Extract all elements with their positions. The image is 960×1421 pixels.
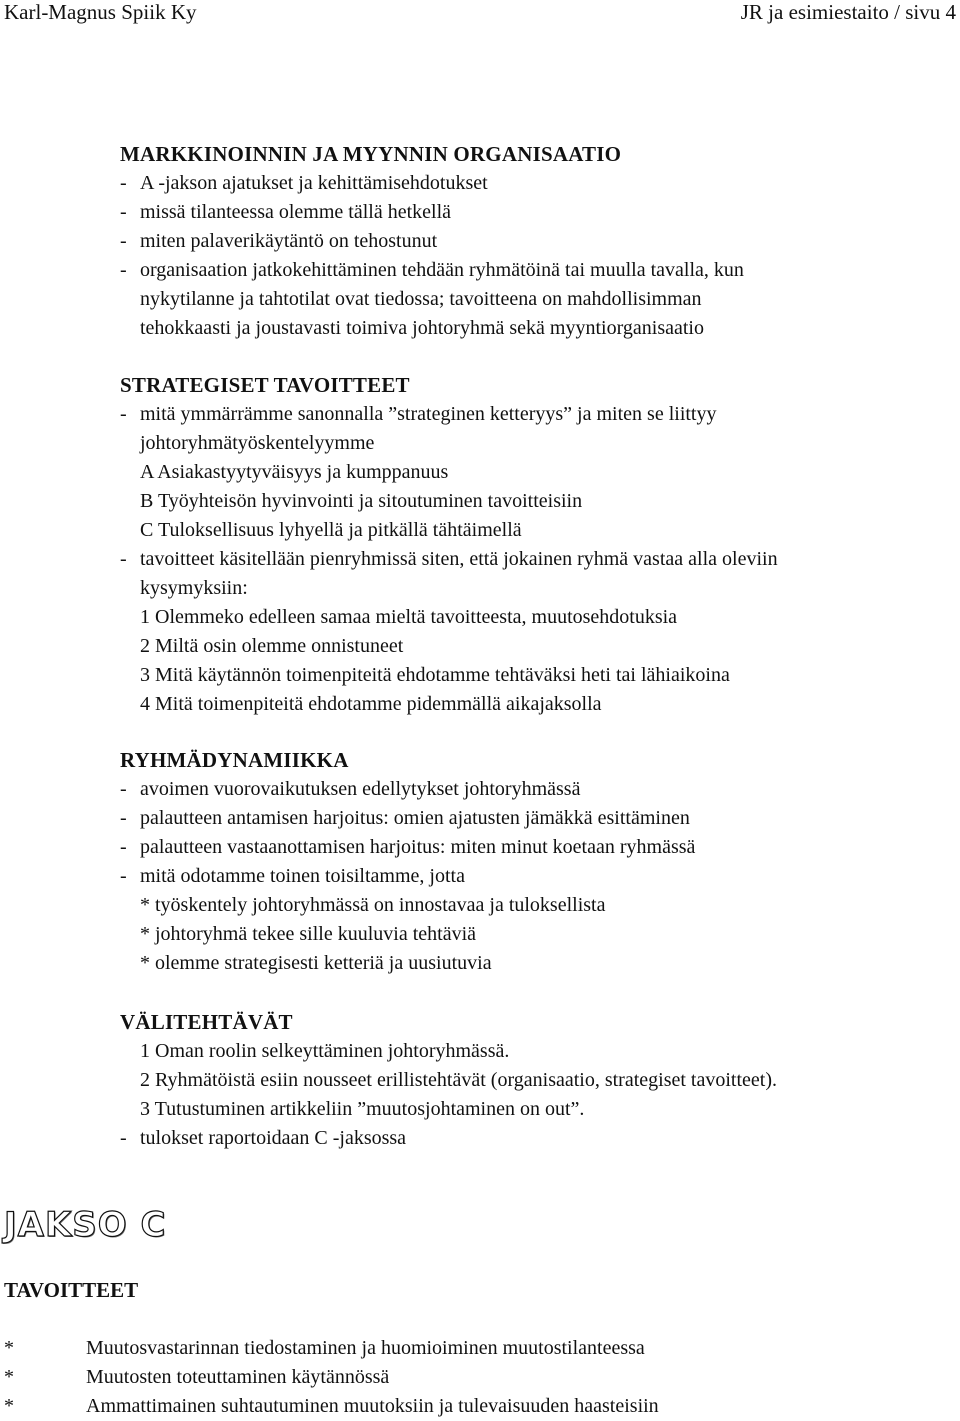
- list-item: - palautteen antamisen harjoitus: omien ajatusten jämäkkä esittäminen: [120, 807, 690, 829]
- list-item: - avoimen vuorovaikutuksen edellytykset johtoryhmässä: [120, 778, 581, 800]
- list-item: - palautteen vastaanottamisen harjoitus: miten minut koetaan ryhmässä: [120, 836, 696, 858]
- header-author: Karl-Magnus Spiik Ky: [4, 0, 197, 24]
- tavoitteet-heading: TAVOITTEET: [4, 1278, 139, 1302]
- sub-item: * johtoryhmä tekee sille kuuluvia tehtäviä: [140, 923, 477, 945]
- jakso-c-title: JAKSO C: [4, 1205, 167, 1245]
- goal-item: C Tuloksellisuus lyhyellä ja pitkällä tähtäimellä: [140, 519, 522, 541]
- question-item: 4 Mitä toimenpiteitä ehdotamme pidemmällä aikajaksolla: [140, 693, 602, 715]
- task-item: 1 Oman roolin selkeyttäminen johtoryhmässä.: [140, 1040, 510, 1062]
- list-item: - tulokset raportoidaan C -jaksossa: [120, 1127, 407, 1149]
- goal-item: A Asiakastyytyväisyys ja kumppanuus: [140, 461, 449, 483]
- question-item: 3 Mitä käytännön toimenpiteitä ehdotamme tehtäväksi heti tai lähiaikoina: [140, 664, 730, 686]
- list-item: * Muutosten toteuttaminen käytännössä: [4, 1366, 390, 1388]
- list-item: - miten palaverikäytäntö on tehostunut: [120, 230, 438, 252]
- list-item: - mitä odotamme toinen toisiltamme, jotta: [120, 865, 465, 887]
- section-heading: STRATEGISET TAVOITTEET: [120, 373, 410, 397]
- sub-item: * olemme strategisesti ketteriä ja uusiutuvia: [140, 952, 492, 974]
- section-markkinointi: [120, 140, 940, 343]
- question-item: 2 Miltä osin olemme onnistuneet: [140, 635, 404, 657]
- section-heading: VÄLITEHTÄVÄT: [120, 1010, 293, 1034]
- goal-item: B Työyhteisön hyvinvointi ja sitoutuminen tavoitteisiin: [140, 490, 583, 512]
- section-strategiset: [120, 371, 940, 719]
- list-item: - organisaation jatkokehittäminen tehdään ryhmätöinä tai muulla tavalla, kun: [120, 259, 744, 281]
- list-item: * Muutosvastarinnan tiedostaminen ja huomioiminen muutostilanteessa: [4, 1337, 645, 1359]
- list-item: - missä tilanteessa olemme tällä hetkellä: [120, 201, 452, 223]
- list-item-continuation: kysymyksiin:: [140, 577, 248, 599]
- section-ryhmadynamiikka: [120, 746, 940, 978]
- section-valitehtavat: [120, 1008, 940, 1153]
- list-item-continuation: tehokkaasti ja joustavasti toimiva johtoryhmä sekä myyntiorganisaatio: [140, 317, 704, 339]
- task-item: 2 Ryhmätöistä esiin nousseet erillistehtävät (organisaatio, strategiset tavoitteet).: [140, 1069, 778, 1091]
- list-item-continuation: johtoryhmätyöskentelyymme: [140, 432, 375, 454]
- section-heading: RYHMÄDYNAMIIKKA: [120, 748, 349, 772]
- header-page-info: JR ja esimiestaito / sivu 4: [740, 0, 956, 24]
- list-item: - mitä ymmärrämme sanonnalla ”strateginen ketteryys” ja miten se liittyy: [120, 403, 717, 425]
- sub-item: * työskentely johtoryhmässä on innostavaa ja tuloksellista: [140, 894, 606, 916]
- list-item: - tavoitteet käsitellään pienryhmissä siten, että jokainen ryhmä vastaa alla oleviin: [120, 548, 778, 570]
- task-item: 3 Tutustuminen artikkeliin ”muutosjohtaminen on out”.: [140, 1098, 585, 1120]
- section-heading: MARKKINOINNIN JA MYYNNIN ORGANISAATIO: [120, 142, 622, 166]
- list-item: - A -jakson ajatukset ja kehittämisehdotukset: [120, 172, 488, 194]
- question-item: 1 Olemmeko edelleen samaa mieltä tavoitteesta, muutosehdotuksia: [140, 606, 678, 628]
- list-item-continuation: nykytilanne ja tahtotilat ovat tiedossa; tavoitteena on mahdollisimman: [140, 288, 702, 310]
- list-item: * Ammattimainen suhtautuminen muutoksiin ja tulevaisuuden haasteisiin: [4, 1395, 659, 1417]
